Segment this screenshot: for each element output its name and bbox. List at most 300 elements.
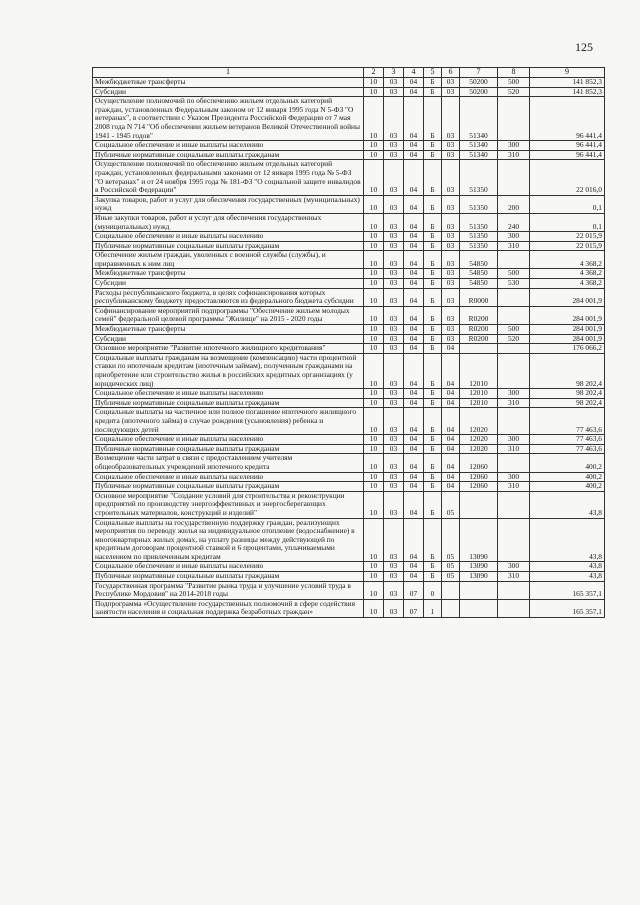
subprogram-code-cell: Б bbox=[424, 572, 442, 582]
row-name-cell: Субсидии bbox=[93, 279, 364, 289]
row-name-cell: Межбюджетные трансферты bbox=[93, 325, 364, 335]
subsection-code-cell: 03 bbox=[384, 241, 404, 251]
event-code-cell: 03 bbox=[442, 325, 460, 335]
direction-code-cell bbox=[460, 491, 498, 518]
direction-code-cell: 12010 bbox=[460, 389, 498, 399]
column-header: 9 bbox=[530, 68, 605, 78]
subsection-code-cell: 03 bbox=[384, 353, 404, 388]
expense-type-cell bbox=[498, 97, 530, 141]
row-name-cell: Межбюджетные трансферты bbox=[93, 269, 364, 279]
section-code-cell: 10 bbox=[364, 306, 384, 324]
section-code-cell: 10 bbox=[364, 279, 384, 289]
event-code-cell: 03 bbox=[442, 232, 460, 242]
table-row bbox=[93, 353, 605, 388]
event-code-cell: 03 bbox=[442, 251, 460, 269]
amount-cell: 141 852,3 bbox=[530, 78, 605, 88]
row-name-cell: Социальное обеспечение и иные выплаты населению bbox=[93, 389, 364, 399]
event-code-cell: 04 bbox=[442, 353, 460, 388]
table-row bbox=[93, 306, 605, 324]
program-code-cell: 04 bbox=[404, 325, 424, 335]
expense-type-cell: 520 bbox=[498, 87, 530, 97]
direction-code-cell: 51350 bbox=[460, 213, 498, 231]
section-code-cell: 10 bbox=[364, 87, 384, 97]
budget-table bbox=[92, 67, 605, 618]
amount-cell: 165 357,1 bbox=[530, 581, 605, 599]
table-row bbox=[93, 241, 605, 251]
table-row bbox=[93, 334, 605, 344]
subprogram-code-cell: Б bbox=[424, 141, 442, 151]
amount-cell: 400,2 bbox=[530, 472, 605, 482]
expense-type-cell: 310 bbox=[498, 150, 530, 160]
expense-type-cell bbox=[498, 581, 530, 599]
amount-cell: 284 001,9 bbox=[530, 334, 605, 344]
subsection-code-cell: 03 bbox=[384, 344, 404, 354]
expense-type-cell bbox=[498, 518, 530, 562]
subsection-code-cell: 03 bbox=[384, 444, 404, 454]
program-code-cell: 04 bbox=[404, 344, 424, 354]
row-name-cell: Закупка товаров, работ и услуг для обеспечения государственных (муниципальных) нужд bbox=[93, 195, 364, 213]
subsection-code-cell: 03 bbox=[384, 87, 404, 97]
table-row bbox=[93, 279, 605, 289]
subprogram-code-cell: Б bbox=[424, 325, 442, 335]
direction-code-cell: R0200 bbox=[460, 325, 498, 335]
table-row bbox=[93, 562, 605, 572]
subsection-code-cell: 03 bbox=[384, 435, 404, 445]
subsection-code-cell: 03 bbox=[384, 288, 404, 306]
amount-cell: 176 066,2 bbox=[530, 344, 605, 354]
amount-cell: 98 202,4 bbox=[530, 353, 605, 388]
column-header: 6 bbox=[442, 68, 460, 78]
expense-type-cell: 500 bbox=[498, 78, 530, 88]
program-code-cell: 04 bbox=[404, 482, 424, 492]
expense-type-cell: 300 bbox=[498, 141, 530, 151]
direction-code-cell: 12020 bbox=[460, 444, 498, 454]
program-code-cell: 07 bbox=[404, 581, 424, 599]
direction-code-cell: 54850 bbox=[460, 279, 498, 289]
table-row bbox=[93, 444, 605, 454]
event-code-cell: 04 bbox=[442, 444, 460, 454]
subprogram-code-cell: Б bbox=[424, 213, 442, 231]
direction-code-cell: 51340 bbox=[460, 150, 498, 160]
program-code-cell: 04 bbox=[404, 572, 424, 582]
program-code-cell: 04 bbox=[404, 269, 424, 279]
table-row bbox=[93, 408, 605, 435]
subprogram-code-cell: Б bbox=[424, 454, 442, 472]
direction-code-cell: 51350 bbox=[460, 160, 498, 195]
section-code-cell: 10 bbox=[364, 241, 384, 251]
subprogram-code-cell: Б bbox=[424, 562, 442, 572]
amount-cell: 0,1 bbox=[530, 195, 605, 213]
table-row bbox=[93, 97, 605, 141]
table-row bbox=[93, 389, 605, 399]
program-code-cell: 04 bbox=[404, 334, 424, 344]
subsection-code-cell: 03 bbox=[384, 195, 404, 213]
section-code-cell: 10 bbox=[364, 562, 384, 572]
direction-code-cell bbox=[460, 344, 498, 354]
table-row bbox=[93, 87, 605, 97]
table-row bbox=[93, 581, 605, 599]
expense-type-cell bbox=[498, 160, 530, 195]
subprogram-code-cell: Б bbox=[424, 408, 442, 435]
event-code-cell: 03 bbox=[442, 160, 460, 195]
expense-type-cell: 300 bbox=[498, 389, 530, 399]
event-code-cell: 03 bbox=[442, 279, 460, 289]
row-name-cell: Публичные нормативные социальные выплаты гражданам bbox=[93, 444, 364, 454]
program-code-cell: 04 bbox=[404, 472, 424, 482]
event-code-cell: 03 bbox=[442, 150, 460, 160]
program-code-cell: 04 bbox=[404, 518, 424, 562]
section-code-cell: 10 bbox=[364, 408, 384, 435]
row-name-cell: Социальное обеспечение и иные выплаты населению bbox=[93, 435, 364, 445]
expense-type-cell: 310 bbox=[498, 241, 530, 251]
program-code-cell: 04 bbox=[404, 435, 424, 445]
subsection-code-cell: 03 bbox=[384, 472, 404, 482]
row-name-cell: Публичные нормативные социальные выплаты гражданам bbox=[93, 572, 364, 582]
program-code-cell: 04 bbox=[404, 251, 424, 269]
program-code-cell: 04 bbox=[404, 213, 424, 231]
program-code-cell: 04 bbox=[404, 87, 424, 97]
column-header: 4 bbox=[404, 68, 424, 78]
section-code-cell: 10 bbox=[364, 288, 384, 306]
event-code-cell: 03 bbox=[442, 334, 460, 344]
column-header: 3 bbox=[384, 68, 404, 78]
subsection-code-cell: 03 bbox=[384, 599, 404, 617]
program-code-cell: 04 bbox=[404, 288, 424, 306]
amount-cell: 165 357,1 bbox=[530, 599, 605, 617]
row-name-cell: Осуществление полномочий по обеспечению жильем отдельных категорий граждан, установленных федеральными законами от 12 января 1995 года № 5-ФЗ "О ветеранах" и от 24 ноября 1995 года № 181-ФЗ "О социальной защите инвалидов в Российской Федерации" bbox=[93, 160, 364, 195]
program-code-cell: 04 bbox=[404, 398, 424, 408]
event-code-cell: 03 bbox=[442, 97, 460, 141]
row-name-cell: Социальное обеспечение и иные выплаты населению bbox=[93, 141, 364, 151]
section-code-cell: 10 bbox=[364, 389, 384, 399]
row-name-cell: Социальные выплаты на частичное или полное погашение ипотечного жилищного кредита (ипотечного займа) в случае рождения (усыновления) ребенка и последующих детей bbox=[93, 408, 364, 435]
row-name-cell: Расходы республиканского бюджета, в целях софинансирования которых республиканскому бюджету предоставляются из федерального бюджета субсидии bbox=[93, 288, 364, 306]
amount-cell: 284 001,9 bbox=[530, 325, 605, 335]
table-row bbox=[93, 454, 605, 472]
direction-code-cell: 51350 bbox=[460, 195, 498, 213]
expense-type-cell bbox=[498, 408, 530, 435]
subprogram-code-cell: Б bbox=[424, 150, 442, 160]
event-code-cell: 03 bbox=[442, 195, 460, 213]
direction-code-cell: 12020 bbox=[460, 408, 498, 435]
direction-code-cell: 12020 bbox=[460, 435, 498, 445]
section-code-cell: 10 bbox=[364, 599, 384, 617]
subsection-code-cell: 03 bbox=[384, 279, 404, 289]
expense-type-cell: 310 bbox=[498, 398, 530, 408]
row-name-cell: Публичные нормативные социальные выплаты гражданам bbox=[93, 398, 364, 408]
row-name-cell: Субсидии bbox=[93, 87, 364, 97]
direction-code-cell: 13090 bbox=[460, 572, 498, 582]
section-code-cell: 10 bbox=[364, 435, 384, 445]
expense-type-cell bbox=[498, 454, 530, 472]
section-code-cell: 10 bbox=[364, 344, 384, 354]
subsection-code-cell: 03 bbox=[384, 78, 404, 88]
section-code-cell: 10 bbox=[364, 213, 384, 231]
direction-code-cell: 50200 bbox=[460, 78, 498, 88]
row-name-cell: Обеспечение жильем граждан, уволенных с военной службы (службы), и приравненных к ним лиц bbox=[93, 251, 364, 269]
subsection-code-cell: 03 bbox=[384, 408, 404, 435]
subprogram-code-cell: Б bbox=[424, 435, 442, 445]
subprogram-code-cell: Б bbox=[424, 78, 442, 88]
row-name-cell: Социальное обеспечение и иные выплаты населению bbox=[93, 232, 364, 242]
section-code-cell: 10 bbox=[364, 97, 384, 141]
direction-code-cell: 51350 bbox=[460, 241, 498, 251]
column-header: 1 bbox=[93, 68, 364, 78]
amount-cell: 4 368,2 bbox=[530, 269, 605, 279]
subsection-code-cell: 03 bbox=[384, 325, 404, 335]
section-code-cell: 10 bbox=[364, 251, 384, 269]
table-row bbox=[93, 325, 605, 335]
program-code-cell: 04 bbox=[404, 160, 424, 195]
amount-cell: 77 463,6 bbox=[530, 444, 605, 454]
program-code-cell: 04 bbox=[404, 562, 424, 572]
event-code-cell: 03 bbox=[442, 288, 460, 306]
amount-cell: 22 015,9 bbox=[530, 232, 605, 242]
direction-code-cell: R0200 bbox=[460, 334, 498, 344]
amount-cell: 43,8 bbox=[530, 518, 605, 562]
event-code-cell: 04 bbox=[442, 408, 460, 435]
table-row bbox=[93, 195, 605, 213]
direction-code-cell: 54850 bbox=[460, 251, 498, 269]
program-code-cell: 04 bbox=[404, 353, 424, 388]
expense-type-cell: 200 bbox=[498, 195, 530, 213]
subsection-code-cell: 03 bbox=[384, 213, 404, 231]
table-row bbox=[93, 344, 605, 354]
direction-code-cell: R0200 bbox=[460, 306, 498, 324]
row-name-cell: Основное мероприятие "Создание условий для строительства и реконструкции предприятий по производству энергоэффективных и энергосберегающих строительных материалов, конструкций и изделий" bbox=[93, 491, 364, 518]
table-header-row bbox=[93, 68, 605, 78]
column-header: 5 bbox=[424, 68, 442, 78]
event-code-cell: 05 bbox=[442, 572, 460, 582]
subprogram-code-cell: Б bbox=[424, 269, 442, 279]
row-name-cell: Публичные нормативные социальные выплаты гражданам bbox=[93, 150, 364, 160]
event-code-cell: 03 bbox=[442, 306, 460, 324]
expense-type-cell bbox=[498, 353, 530, 388]
event-code-cell bbox=[442, 599, 460, 617]
section-code-cell: 10 bbox=[364, 581, 384, 599]
program-code-cell: 04 bbox=[404, 279, 424, 289]
program-code-cell: 04 bbox=[404, 389, 424, 399]
subprogram-code-cell: Б bbox=[424, 288, 442, 306]
amount-cell: 98 202,4 bbox=[530, 398, 605, 408]
column-header: 7 bbox=[460, 68, 498, 78]
subsection-code-cell: 03 bbox=[384, 398, 404, 408]
program-code-cell: 04 bbox=[404, 195, 424, 213]
section-code-cell: 10 bbox=[364, 195, 384, 213]
table-row bbox=[93, 288, 605, 306]
row-name-cell: Социальное обеспечение и иные выплаты населению bbox=[93, 472, 364, 482]
table-row bbox=[93, 213, 605, 231]
direction-code-cell: 12010 bbox=[460, 353, 498, 388]
subsection-code-cell: 03 bbox=[384, 232, 404, 242]
event-code-cell: 04 bbox=[442, 398, 460, 408]
section-code-cell: 10 bbox=[364, 572, 384, 582]
amount-cell: 22 015,9 bbox=[530, 241, 605, 251]
program-code-cell: 04 bbox=[404, 150, 424, 160]
subsection-code-cell: 03 bbox=[384, 306, 404, 324]
expense-type-cell bbox=[498, 306, 530, 324]
amount-cell: 96 441,4 bbox=[530, 97, 605, 141]
section-code-cell: 10 bbox=[364, 334, 384, 344]
program-code-cell: 04 bbox=[404, 141, 424, 151]
subsection-code-cell: 03 bbox=[384, 518, 404, 562]
expense-type-cell: 310 bbox=[498, 572, 530, 582]
table-row bbox=[93, 599, 605, 617]
row-name-cell: Софинансирование мероприятий подпрограммы "Обеспечение жильем молодых семей" федеральной целевой программы "Жилище" на 2015 - 2020 годы bbox=[93, 306, 364, 324]
amount-cell: 98 202,4 bbox=[530, 389, 605, 399]
table-row bbox=[93, 160, 605, 195]
expense-type-cell: 300 bbox=[498, 562, 530, 572]
direction-code-cell: 12060 bbox=[460, 454, 498, 472]
section-code-cell: 10 bbox=[364, 454, 384, 472]
subsection-code-cell: 03 bbox=[384, 334, 404, 344]
direction-code-cell: 13090 bbox=[460, 562, 498, 572]
amount-cell: 43,8 bbox=[530, 491, 605, 518]
table-row bbox=[93, 491, 605, 518]
section-code-cell: 10 bbox=[364, 325, 384, 335]
row-name-cell: Государственная программа "Развитие рынка труда и улучшение условий труда в Республике Мордовия" на 2014-2018 годы bbox=[93, 581, 364, 599]
event-code-cell bbox=[442, 581, 460, 599]
row-name-cell: Иные закупки товаров, работ и услуг для обеспечения государственных (муниципальных) нужд bbox=[93, 213, 364, 231]
section-code-cell: 10 bbox=[364, 491, 384, 518]
subsection-code-cell: 03 bbox=[384, 562, 404, 572]
row-name-cell: Основное мероприятие "Развитие ипотечного жилищного кредитования" bbox=[93, 344, 364, 354]
table-row bbox=[93, 141, 605, 151]
subsection-code-cell: 03 bbox=[384, 150, 404, 160]
subsection-code-cell: 03 bbox=[384, 269, 404, 279]
expense-type-cell: 530 bbox=[498, 279, 530, 289]
event-code-cell: 05 bbox=[442, 562, 460, 572]
row-name-cell: Публичные нормативные социальные выплаты гражданам bbox=[93, 482, 364, 492]
event-code-cell: 04 bbox=[442, 472, 460, 482]
subprogram-code-cell: Б bbox=[424, 344, 442, 354]
program-code-cell: 04 bbox=[404, 97, 424, 141]
program-code-cell: 04 bbox=[404, 454, 424, 472]
subprogram-code-cell: Б bbox=[424, 160, 442, 195]
section-code-cell: 10 bbox=[364, 472, 384, 482]
column-header: 2 bbox=[364, 68, 384, 78]
subprogram-code-cell: 1 bbox=[424, 599, 442, 617]
expense-type-cell bbox=[498, 491, 530, 518]
direction-code-cell bbox=[460, 599, 498, 617]
expense-type-cell: 310 bbox=[498, 482, 530, 492]
program-code-cell: 04 bbox=[404, 408, 424, 435]
section-code-cell: 10 bbox=[364, 232, 384, 242]
table-row bbox=[93, 269, 605, 279]
row-name-cell: Межбюджетные трансферты bbox=[93, 78, 364, 88]
subprogram-code-cell: Б bbox=[424, 389, 442, 399]
section-code-cell: 10 bbox=[364, 160, 384, 195]
expense-type-cell bbox=[498, 288, 530, 306]
subprogram-code-cell: Б bbox=[424, 482, 442, 492]
subprogram-code-cell: Б bbox=[424, 279, 442, 289]
direction-code-cell: 12060 bbox=[460, 482, 498, 492]
direction-code-cell: 50200 bbox=[460, 87, 498, 97]
event-code-cell: 04 bbox=[442, 344, 460, 354]
row-name-cell: Социальное обеспечение и иные выплаты населению bbox=[93, 562, 364, 572]
event-code-cell: 04 bbox=[442, 435, 460, 445]
table-row bbox=[93, 398, 605, 408]
direction-code-cell: R0000 bbox=[460, 288, 498, 306]
event-code-cell: 05 bbox=[442, 518, 460, 562]
table-row bbox=[93, 482, 605, 492]
program-code-cell: 04 bbox=[404, 491, 424, 518]
row-name-cell: Осуществление полномочий по обеспечению жильем отдельных категорий граждан, установленных Федеральным законом от 12 января 1995 года N 5-ФЗ "О ветеранах", в соответствии с Указом Президента Российской Федерации от 7 мая 2008 года N 714 "Об обеспечении жильем ветеранов Великой Отечественной войны 1941 - 1945 годов" bbox=[93, 97, 364, 141]
subprogram-code-cell: Б bbox=[424, 97, 442, 141]
subprogram-code-cell: Б bbox=[424, 195, 442, 213]
expense-type-cell bbox=[498, 344, 530, 354]
subprogram-code-cell: Б bbox=[424, 334, 442, 344]
table-row bbox=[93, 518, 605, 562]
section-code-cell: 10 bbox=[364, 398, 384, 408]
row-name-cell: Возмещение части затрат в связи с предоставлением учителям общеобразовательных учреждений ипотечного кредита bbox=[93, 454, 364, 472]
table-row bbox=[93, 435, 605, 445]
amount-cell: 400,2 bbox=[530, 482, 605, 492]
amount-cell: 4 368,2 bbox=[530, 279, 605, 289]
event-code-cell: 03 bbox=[442, 213, 460, 231]
subsection-code-cell: 03 bbox=[384, 581, 404, 599]
subprogram-code-cell: Б bbox=[424, 398, 442, 408]
amount-cell: 0,1 bbox=[530, 213, 605, 231]
subprogram-code-cell: Б bbox=[424, 518, 442, 562]
expense-type-cell: 500 bbox=[498, 325, 530, 335]
subprogram-code-cell: Б bbox=[424, 353, 442, 388]
direction-code-cell: 12010 bbox=[460, 398, 498, 408]
direction-code-cell: 51340 bbox=[460, 97, 498, 141]
row-name-cell: Социальные выплаты на государственную поддержку граждан, реализующих мероприятия по переводу жилья на индивидуальное отопление (водоснабжение) в многоквартирных жилых домах, на уплату разницы между действующей по кредитным договорам процентной ставкой и 6 процентами, уплачиваемыми населением по привлеченным кредитам bbox=[93, 518, 364, 562]
event-code-cell: 03 bbox=[442, 269, 460, 279]
amount-cell: 400,2 bbox=[530, 454, 605, 472]
program-code-cell: 04 bbox=[404, 241, 424, 251]
subsection-code-cell: 03 bbox=[384, 572, 404, 582]
table-row bbox=[93, 251, 605, 269]
amount-cell: 96 441,4 bbox=[530, 141, 605, 151]
amount-cell: 22 016,0 bbox=[530, 160, 605, 195]
direction-code-cell: 51340 bbox=[460, 141, 498, 151]
subsection-code-cell: 03 bbox=[384, 482, 404, 492]
subprogram-code-cell: Б bbox=[424, 306, 442, 324]
subsection-code-cell: 03 bbox=[384, 160, 404, 195]
section-code-cell: 10 bbox=[364, 482, 384, 492]
column-header: 8 bbox=[498, 68, 530, 78]
expense-type-cell: 300 bbox=[498, 472, 530, 482]
program-code-cell: 04 bbox=[404, 444, 424, 454]
amount-cell: 284 001,9 bbox=[530, 288, 605, 306]
event-code-cell: 05 bbox=[442, 491, 460, 518]
row-name-cell: Публичные нормативные социальные выплаты гражданам bbox=[93, 241, 364, 251]
expense-type-cell bbox=[498, 599, 530, 617]
section-code-cell: 10 bbox=[364, 518, 384, 562]
amount-cell: 77 463,6 bbox=[530, 435, 605, 445]
expense-type-cell bbox=[498, 251, 530, 269]
direction-code-cell bbox=[460, 581, 498, 599]
subsection-code-cell: 03 bbox=[384, 141, 404, 151]
direction-code-cell: 13090 bbox=[460, 518, 498, 562]
event-code-cell: 03 bbox=[442, 241, 460, 251]
subprogram-code-cell: Б bbox=[424, 251, 442, 269]
program-code-cell: 07 bbox=[404, 599, 424, 617]
direction-code-cell: 54850 bbox=[460, 269, 498, 279]
section-code-cell: 10 bbox=[364, 444, 384, 454]
subsection-code-cell: 03 bbox=[384, 251, 404, 269]
program-code-cell: 04 bbox=[404, 78, 424, 88]
subsection-code-cell: 03 bbox=[384, 454, 404, 472]
program-code-cell: 04 bbox=[404, 306, 424, 324]
section-code-cell: 10 bbox=[364, 353, 384, 388]
event-code-cell: 04 bbox=[442, 482, 460, 492]
subsection-code-cell: 03 bbox=[384, 491, 404, 518]
row-name-cell: Субсидии bbox=[93, 334, 364, 344]
